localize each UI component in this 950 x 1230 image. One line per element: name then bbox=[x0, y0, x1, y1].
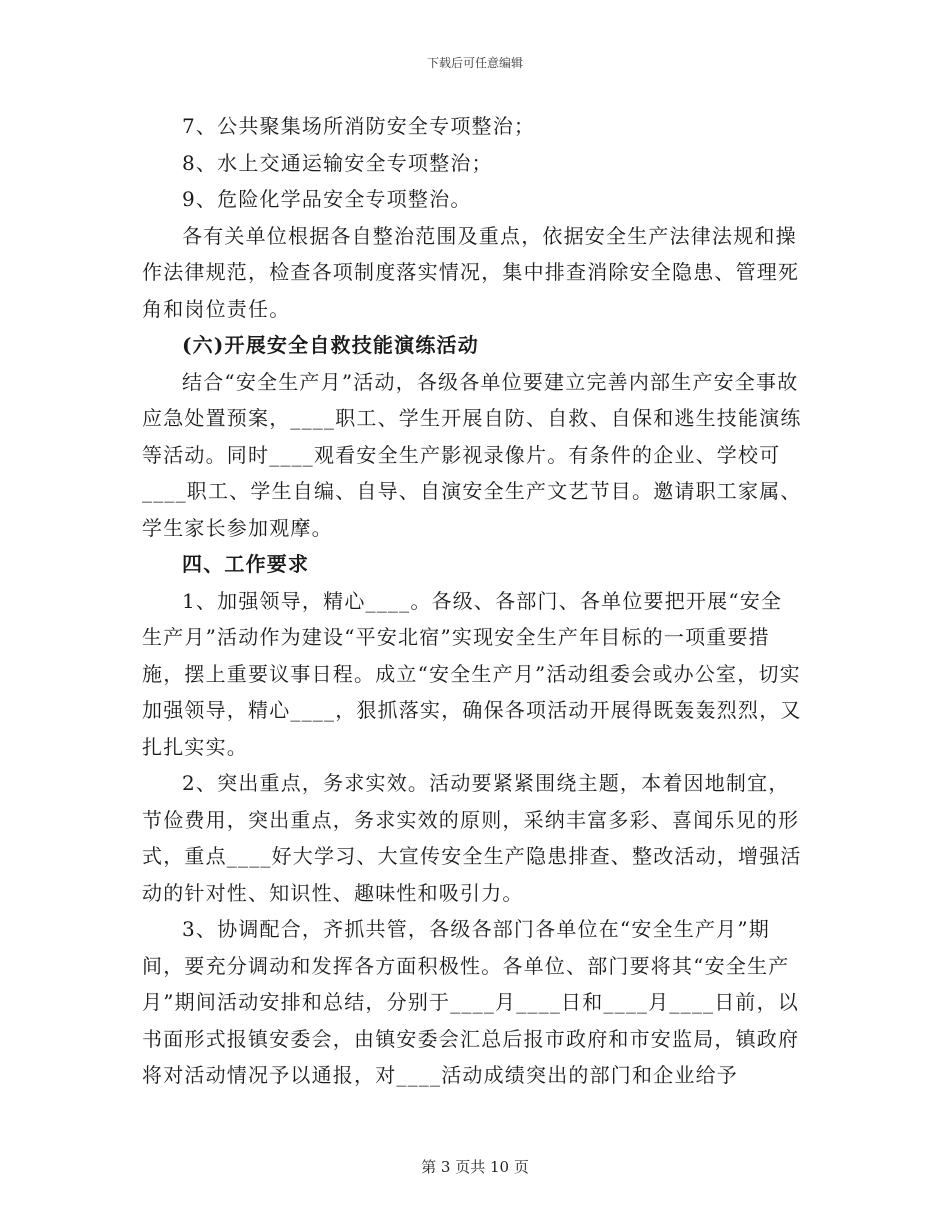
paragraph-units: 各有关单位根据各自整治范围及重点，依据安全生产法律法规和操作法律规范，检查各项制度落实情况，集中排查消除安全隐患、管理死角和岗位责任。 bbox=[142, 223, 800, 321]
requirement-2: 2、突出重点，务求实效。活动要紧紧围绕主题，本着因地制宜，节俭费用，突出重点，务求实效的原则，采纳丰富多彩、喜闻乐见的形式，重点____好大学习、大宣传安全生产隐患排查、整改活动，增强活动的针对性、知识性、趣味性和吸引力。 bbox=[142, 771, 802, 905]
section-heading-four: 四、工作要求 bbox=[182, 552, 310, 576]
requirement-3: 3、协调配合，齐抓共管，各级各部门各单位在“安全生产月”期间，要充分调动和发挥各方面积极性。各单位、部门要将其“安全生产月”期间活动安排和总结，分别于____月____日和____月____日前，以书面形式报镇安委会，由镇安委会汇总后报市政府和市安监局，镇政府将对活动情况予以通报，对____活动成绩突出的部门和企业给予 bbox=[142, 917, 800, 1087]
page-header: 下载后可任意编辑 bbox=[426, 56, 523, 70]
section-heading-six: (六)开展安全自救技能演练活动 bbox=[182, 333, 479, 357]
page-number: 第 3 页共 10 页 bbox=[421, 1158, 529, 1176]
list-item-9: 9、危险化学品安全专项整治。 bbox=[182, 187, 472, 211]
document-body bbox=[142, 108, 802, 1094]
list-item-7: 7、公共聚集场所消防安全专项整治； bbox=[182, 114, 536, 138]
paragraph-drill-activities: 结合“安全生产月”活动，各级各单位要建立完善内部生产安全事故应急处置预案，____职工、学生开展自防、自救、自保和逃生技能演练等活动。同时____观看安全生产影视录像片。有条件的企业、学校可____职工、学生自编、自导、自演安全生产文艺节目。邀请职工家属、学生家长参加观摩。 bbox=[142, 369, 802, 540]
requirement-1: 1、加强领导，精心____。各级、各部门、各单位要把开展“安全生产月”活动作为建设“平安北宿”实现安全生产年目标的一项重要措施，摆上重要议事日程。成立“安全生产月”活动组委会或办公室，切实加强领导，精心____，狠抓落实，确保各项活动开展得既轰轰烈烈，又扎扎实实。 bbox=[142, 588, 802, 759]
list-item-8: 8、水上交通运输安全专项整治； bbox=[182, 150, 493, 175]
